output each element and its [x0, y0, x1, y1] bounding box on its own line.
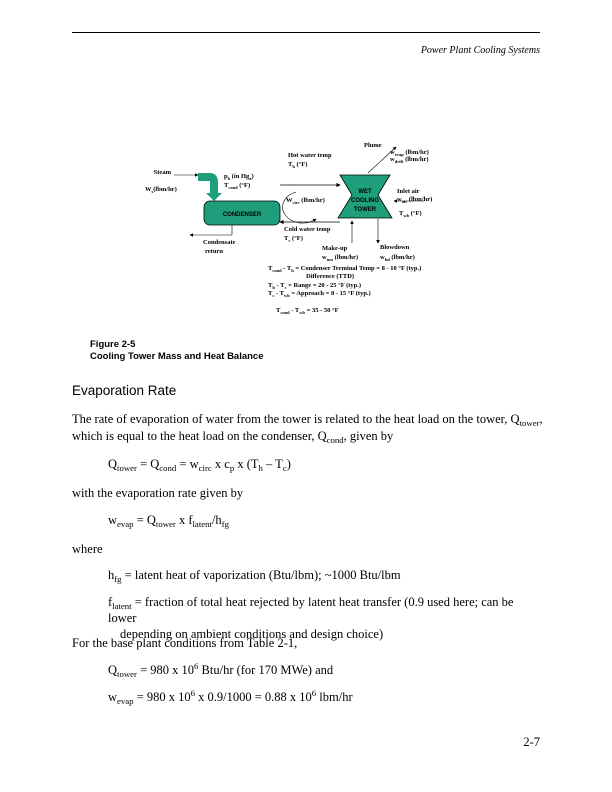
equation-w-evap: $w_{evap} = Q_{tower}$ x $f_{latent}/h_{fg}$ — [108, 513, 229, 529]
relation-cond-wb: $T_{cond} - T_{wb} = 35 - 50$ °F — [276, 307, 339, 315]
running-title: Power Plant Cooling Systems — [420, 45, 540, 56]
cold-water-label-2: $T_c$ (°F) — [284, 235, 303, 243]
makeup-label: Make-up — [322, 245, 348, 252]
wair-label: $w_{air}$ (lbm/hr) — [397, 196, 433, 204]
relation-ttd-2: Difference (TTD) — [306, 273, 355, 280]
paragraph-2: with the evaporation rate given by — [72, 486, 244, 500]
tower-label-1: WET — [358, 189, 372, 195]
equation-q-tower-value: $Q_{tower} = 980$ x $10^6$ Btu/hr (for 170 MWe) and — [108, 661, 334, 679]
inlet-air-label: Inlet air — [397, 188, 420, 195]
cold-water-label-1: Cold water temp — [284, 226, 331, 233]
steam-pipe — [198, 177, 214, 195]
wbd-label: $w_{bd}$ (lbm/hr) — [380, 254, 415, 262]
steam-label: Steam — [153, 169, 171, 176]
relation-approach: $T_c - T_{wb}$ = Approach = 8 - 15 °F (typ.) — [268, 290, 371, 298]
where-label: where — [72, 542, 103, 556]
ws-label: $W_s(lbm/hr)$ — [145, 186, 177, 194]
cooling-tower-diagram — [72, 135, 540, 330]
pb-label: $p_b$ (in $Hg_a$) — [224, 173, 254, 181]
wdrift-label: $w_{drift}$ (lbm/hr) — [390, 156, 429, 164]
header-rule — [72, 32, 540, 33]
equation-q-tower: $Q_{tower} = Q_{cond} = w_{circ}$ x $c_p$ x $(T_h - T_c)$ — [108, 457, 291, 473]
condensate-label-2: return — [205, 248, 223, 255]
blowdown-label: Blowdown — [380, 244, 410, 251]
page-number: 2-7 — [523, 735, 540, 749]
paragraph-1: The rate of evaporation of water from the tower is related to the heat load on the tower, $Q_{tower}$, which is equal to the heat load on the condenser, $Q_{cond}$, given by — [72, 412, 543, 445]
definition-hfg: $h_{fg}$ = latent heat of vaporization (Btu/lbm); ~1000 Btu/lbm — [108, 568, 401, 584]
figure-caption — [90, 339, 264, 363]
tcond-label: $T_{cond}$ (°F) — [224, 182, 251, 190]
steam-pipe-arrow — [206, 193, 222, 201]
wmu-label: $w_{mu}$ (lbm/hr) — [322, 254, 359, 262]
relation-range: $T_h - T_c$ = Range = 20 - 25 °F (typ.) — [268, 282, 362, 290]
section-heading: Evaporation Rate — [72, 383, 177, 398]
figure-number: Figure 2-5 — [90, 339, 136, 350]
wevap-label: $w_{evap}$ (lbm/hr) — [390, 149, 429, 157]
definition-flatent: $f_{latent}$ = fraction of total heat rejected by latent heat transfer (0.9 used here; can be lower depending on ambient conditions and design choice) — [108, 595, 514, 641]
figure-title: Cooling Tower Mass and Heat Balance — [90, 351, 264, 362]
tower-label-3: TOWER — [353, 207, 377, 213]
condensate-label-1: Condensate — [203, 239, 236, 246]
hot-water-label-2: $T_h$ (°F) — [288, 161, 308, 169]
wcirc-label: $W_{circ}$ (lbm/hr) — [286, 197, 325, 205]
equation-w-evap-value: $w_{evap} = 980$ x $10^6$ x 0.9/1000 = 0.88 x $10^6$ lbm/hr — [108, 688, 353, 706]
twb-label: $T_{wb}$ (°F) — [399, 210, 422, 218]
hot-water-label-1: Hot water temp — [288, 152, 332, 159]
condenser-label: CONDENSER — [222, 212, 262, 218]
tower-label-2: COOLING — [351, 198, 379, 204]
paragraph-3: For the base plant conditions from Table 2-1, — [72, 636, 298, 650]
relation-ttd: $T_{cond} - T_h$ = Condenser Terminal Temp = 8 - 10 °F (typ.) — [268, 265, 422, 273]
plume-label: Plume — [364, 142, 382, 149]
